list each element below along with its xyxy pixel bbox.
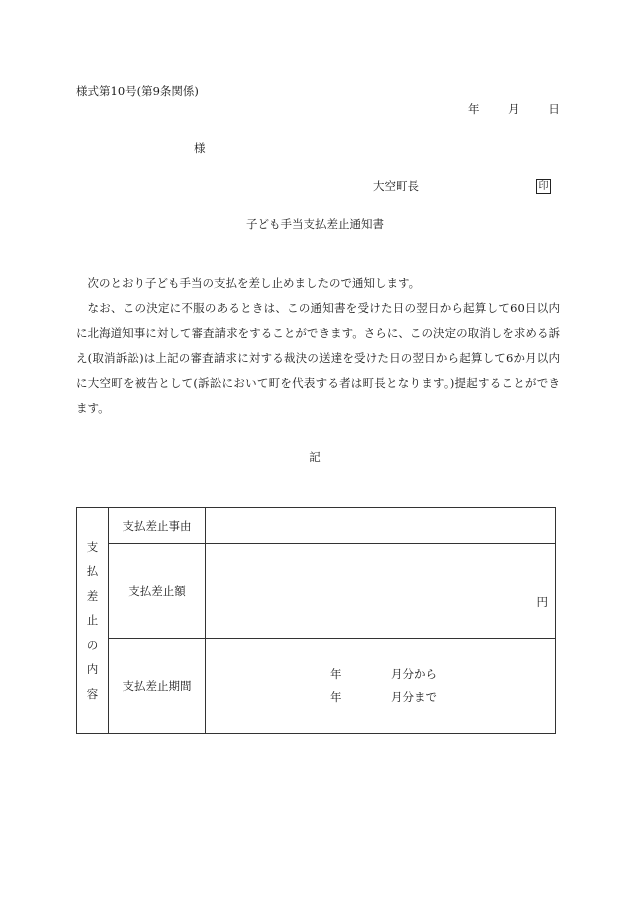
period-from-line [206,663,555,686]
yen-unit: 円 [536,595,548,609]
side-label-char: 容 [86,686,99,701]
ki-heading: 記 [309,450,321,464]
side-label-char: 支 [86,539,99,554]
reason-value-field[interactable] [206,508,556,544]
period-to-year: 年 [330,690,342,704]
form-number: 様式第10号(第9条関係) [76,84,199,98]
side-label-char: の [86,637,99,652]
date-year-label: 年 [468,102,480,116]
date-day-label: 日 [548,102,560,116]
side-label-char: 払 [86,564,99,579]
date-month-label: 月 [508,102,520,116]
side-label-char: 止 [86,613,99,628]
table-row [77,639,556,734]
body-paragraph-2: なお、この決定に不服のあるときは、この通知書を受けた日の翌日から起算して60日以内に北海道知事に対して審査請求をすることができます。さらに、この決定の取消しを求める訴え(取消訴訟)は上記の審査請求に対する裁決の送達を受けた日の翌日から起算して6か月以内に大空町を被告として(訴訟において町を代表する者は町長となります。)提起することができます。 [76,301,560,415]
side-label-char: 差 [86,588,99,603]
period-from-year: 年 [330,667,342,681]
side-label-char: 内 [86,662,99,677]
body-text [76,271,560,421]
amount-value-field[interactable] [206,544,556,639]
body-paragraph-1: 次のとおり子ども手当の支払を差し止めましたので通知します。 [87,276,421,290]
table-row [77,508,556,544]
date-line [468,104,560,116]
period-to-line [206,686,555,709]
recipient-honorific: 様 [194,141,206,155]
reason-label: 支払差止事由 [109,508,206,544]
period-label: 支払差止期間 [109,639,206,734]
seal-mark: 印 [536,179,551,194]
table-row [77,544,556,639]
side-label-cell [77,508,109,734]
document-title: 子ども手当支払差止通知書 [246,217,384,231]
issuer-name: 大空町長 [373,179,419,193]
period-from-month: 月分から [391,667,437,681]
period-value-field[interactable] [206,639,556,734]
amount-label: 支払差止額 [109,544,206,639]
suspension-details-table [76,507,556,734]
period-to-month: 月分まで [391,690,437,704]
